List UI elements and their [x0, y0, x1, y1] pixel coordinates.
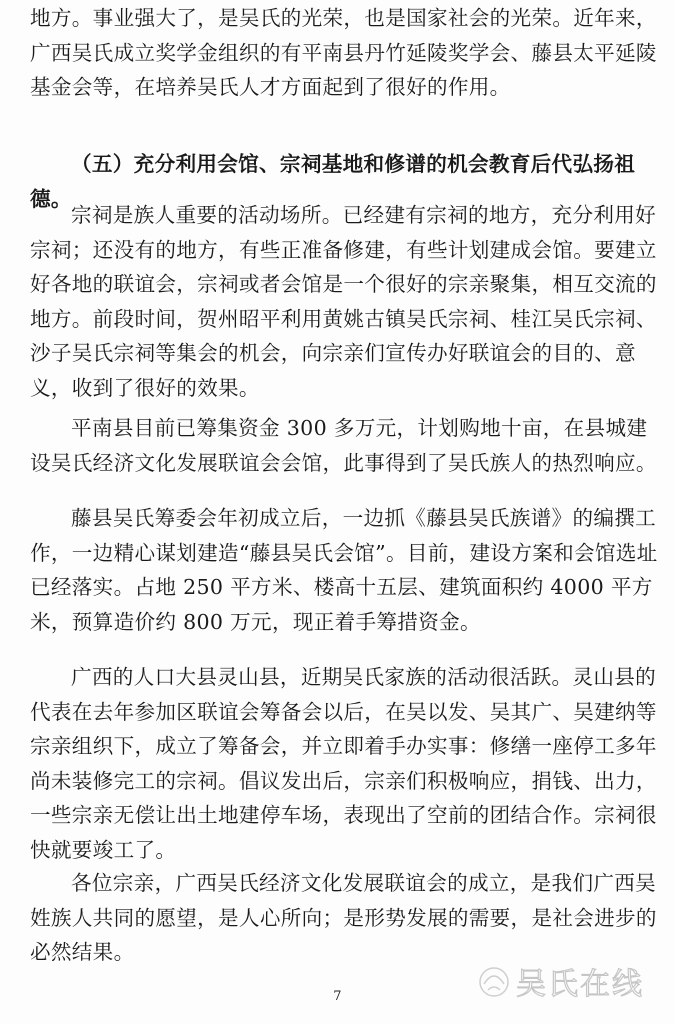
watermark-logo [472, 944, 672, 1016]
watermark-text: 吴氏在线 [516, 967, 644, 1002]
paragraph-ancestral-halls: 宗祠是族人重要的活动场所。已经建有宗祠的地方，充分利用好宗祠；还没有的地方，有些正准备修建，有些计划建成会馆。要建立好各地的联谊会，宗祠或者会馆是一个很好的宗亲聚集，相互交流的地方。前段时间，贺州昭平利用黄姚古镇吴氏宗祠、桂江吴氏宗祠、沙子吴氏宗祠等集会的机会，向宗亲们宣传办好联谊会的目的、意义，收到了很好的效果。 [30, 203, 657, 400]
page-number: 7 [333, 989, 342, 1004]
paragraph-scholarship: 地方。事业强大了，是吴氏的光荣，也是国家社会的光荣。近年来，广西吴氏成立奖学金组织的有平南县丹竹延陵奖学会、藤县太平延陵基金会等，在培养吴氏人才方面起到了很好的作用。 [30, 6, 657, 99]
paragraph-pingnan: 平南县目前已筹集资金 300 多万元，计划购地十亩，在县城建设吴氏经济文化发展联谊会会馆，此事得到了吴氏族人的热烈响应。 [30, 416, 657, 475]
section-heading-five: （五）充分利用会馆、宗祠基地和修谱的机会教育后代弘扬祖德。 [30, 152, 636, 211]
paragraph-lingshan: 广西的人口大县灵山县，近期吴氏家族的活动很活跃。灵山县的代表在去年参加区联谊会筹备会以后，在吴以发、吴其广、吴建纳等宗亲组织下，成立了筹备会，并立即着手办实事：修缮一座停工多年尚未装修完工的宗祠。倡议发出后，宗亲们积极响应，捐钱、出力，一些宗亲无偿让出土地建停车场，表现出了空前的团结合作。宗祠很快就要竣工了。 [30, 665, 657, 862]
paragraph-conclusion: 各位宗亲，广西吴氏经济文化发展联谊会的成立，是我们广西吴姓族人共同的愿望，是人心所向；是形势发展的需要，是社会进步的必然结果。 [30, 871, 657, 964]
paragraph-tengxian: 藤县吴氏筹委会年初成立后，一边抓《藤县吴氏族谱》的编撰工作，一边精心谋划建造“藤县吴氏会馆”。目前，建设方案和会馆选址已经落实。占地 250 平方米、楼高十五层、建筑面积约 4000 平方米，预算造价约 800 万元，现正着手筹措资金。 [30, 506, 658, 634]
